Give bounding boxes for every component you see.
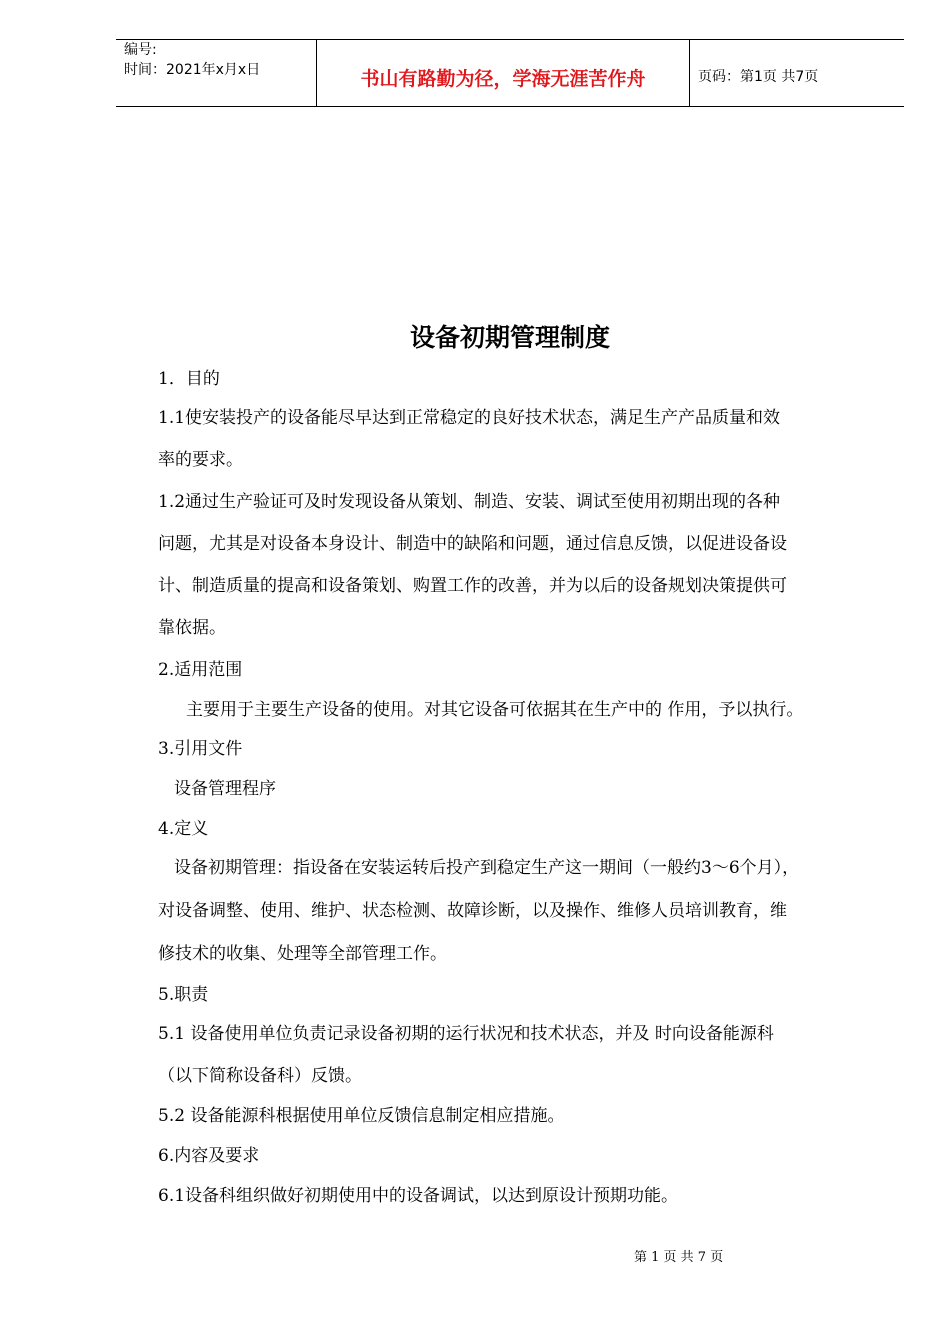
paragraph-line: 靠依据。 bbox=[158, 618, 226, 638]
paragraph-line: 6.1设备科组织做好初期使用中的设备调试，以达到原设计预期功能。 bbox=[158, 1186, 679, 1206]
paragraph-line: 5.1 设备使用单位负责记录设备初期的运行状况和技术状态，并及 时向设备能源科 bbox=[158, 1024, 774, 1044]
paragraph-line: 5.2 设备能源科根据使用单位反馈信息制定相应措施。 bbox=[158, 1106, 565, 1126]
paragraph-line: 主要用于主要生产设备的使用。对其它设备可依据其在生产中的 作用，予以执行。 bbox=[186, 700, 804, 720]
section-heading: 2.适用范围 bbox=[158, 660, 243, 680]
section-heading: 3.引用文件 bbox=[158, 739, 243, 759]
paragraph-line: 1.2通过生产验证可及时发现设备从策划、制造、安装、调试至使用初期出现的各种 bbox=[158, 492, 781, 512]
paragraph-line: （以下简称设备科）反馈。 bbox=[158, 1066, 362, 1086]
section-heading: 4.定义 bbox=[158, 819, 209, 839]
header-page-code: 页码：第1页 共7页 bbox=[698, 69, 819, 85]
header-info-cell bbox=[116, 40, 316, 106]
section-heading: 1．目的 bbox=[158, 369, 220, 389]
paragraph-line: 设备管理程序 bbox=[174, 779, 276, 799]
section-heading: 6.内容及要求 bbox=[158, 1146, 260, 1166]
paragraph-line: 计、制造质量的提高和设备策划、购置工作的改善，并为以后的设备规划决策提供可 bbox=[158, 576, 787, 596]
document-header bbox=[116, 39, 904, 107]
document-number-label: 编号: bbox=[124, 42, 157, 58]
section-heading: 5.职责 bbox=[158, 985, 209, 1005]
paragraph-line: 对设备调整、使用、维护、状态检测、故障诊断，以及操作、维修人员培训教育，维 bbox=[158, 901, 787, 921]
header-page-cell bbox=[690, 40, 904, 106]
header-motto: 书山有路勤为径，学海无涯苦作舟 bbox=[360, 68, 646, 90]
paragraph-line: 问题，尤其是对设备本身设计、制造中的缺陷和问题，通过信息反馈，以促进设备设 bbox=[158, 534, 787, 554]
page-footer: 第 1 页 共 7 页 bbox=[634, 1250, 724, 1265]
document-title: 设备初期管理制度 bbox=[409, 323, 610, 352]
paragraph-line: 1.1使安装投产的设备能尽早达到正常稳定的良好技术状态，满足生产产品质量和效 bbox=[158, 408, 781, 428]
paragraph-line: 率的要求。 bbox=[158, 450, 243, 470]
paragraph-line: 修技术的收集、处理等全部管理工作。 bbox=[158, 944, 447, 964]
paragraph-line: 设备初期管理：指设备在安装运转后投产到稳定生产这一期间（一般约3～6个月）， bbox=[174, 858, 800, 878]
document-time-label: 时间：2021年x月x日 bbox=[124, 62, 261, 78]
header-motto-cell bbox=[316, 40, 690, 106]
